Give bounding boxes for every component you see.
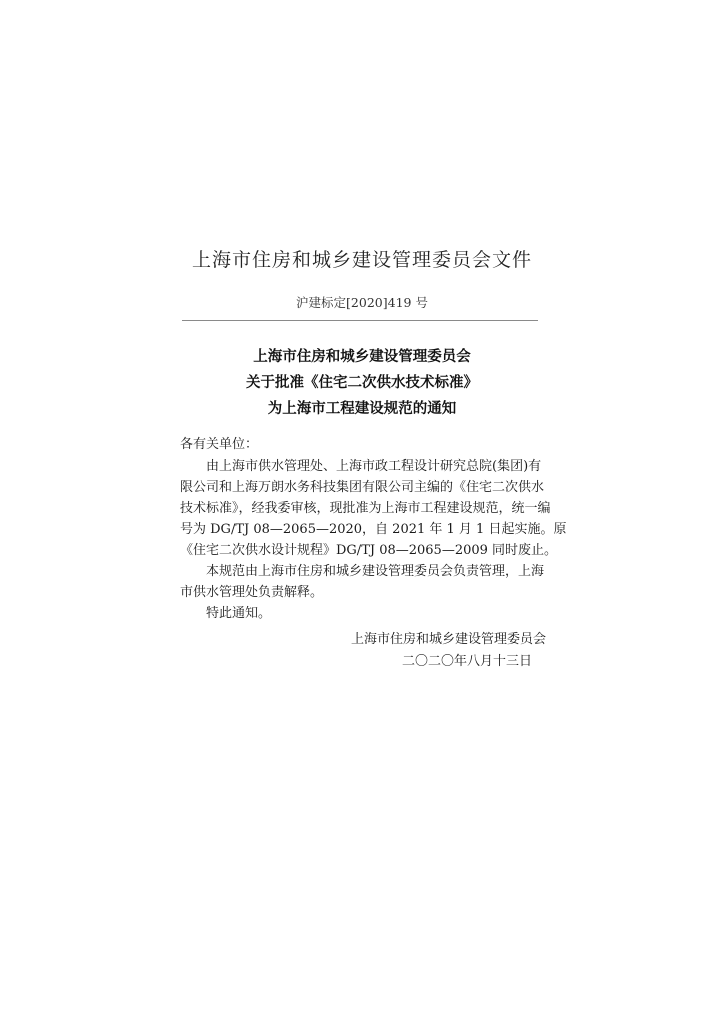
body-line: 由上海市供水管理处、上海市政工程设计研究总院(集团)有: [206, 459, 542, 474]
body-line: 市供水管理处负责解释。: [180, 585, 324, 600]
notice-title-line-2: 关于批准《住宅二次供水技术标准》: [246, 375, 478, 391]
signature-organization: 上海市住房和城乡建设管理委员会: [350, 632, 546, 647]
body-line: 本规范由上海市住房和城乡建设管理委员会负责管理，上海: [206, 564, 545, 579]
body-line: 特此通知。: [206, 606, 272, 621]
issuer-title: 上海市住房和城乡建设管理委员会文件: [191, 249, 532, 271]
header-divider: [182, 320, 538, 321]
notice-title-line-3: 为上海市工程建设规范的通知: [267, 401, 457, 417]
signature-date: 二〇二〇年八月十三日: [401, 654, 532, 669]
body-line: 限公司和上海万朗水务科技集团有限公司主编的《住宅二次供水: [180, 480, 545, 495]
body-line: 《住宅二次供水设计规程》DG/TJ 08—2065—2009 同时废止。: [180, 543, 558, 558]
body-line: 技术标准》，经我委审核，现批准为上海市工程建设规范，统一编: [180, 501, 551, 516]
notice-title-line-1: 上海市住房和城乡建设管理委员会: [253, 349, 471, 365]
document-number: 沪建标定[2020]419 号: [296, 295, 428, 310]
body-line: 号为 DG/TJ 08—2065—2020，自 2021 年 1 月 1 日起实施。原: [180, 522, 567, 537]
salutation: 各有关单位：: [180, 437, 259, 452]
